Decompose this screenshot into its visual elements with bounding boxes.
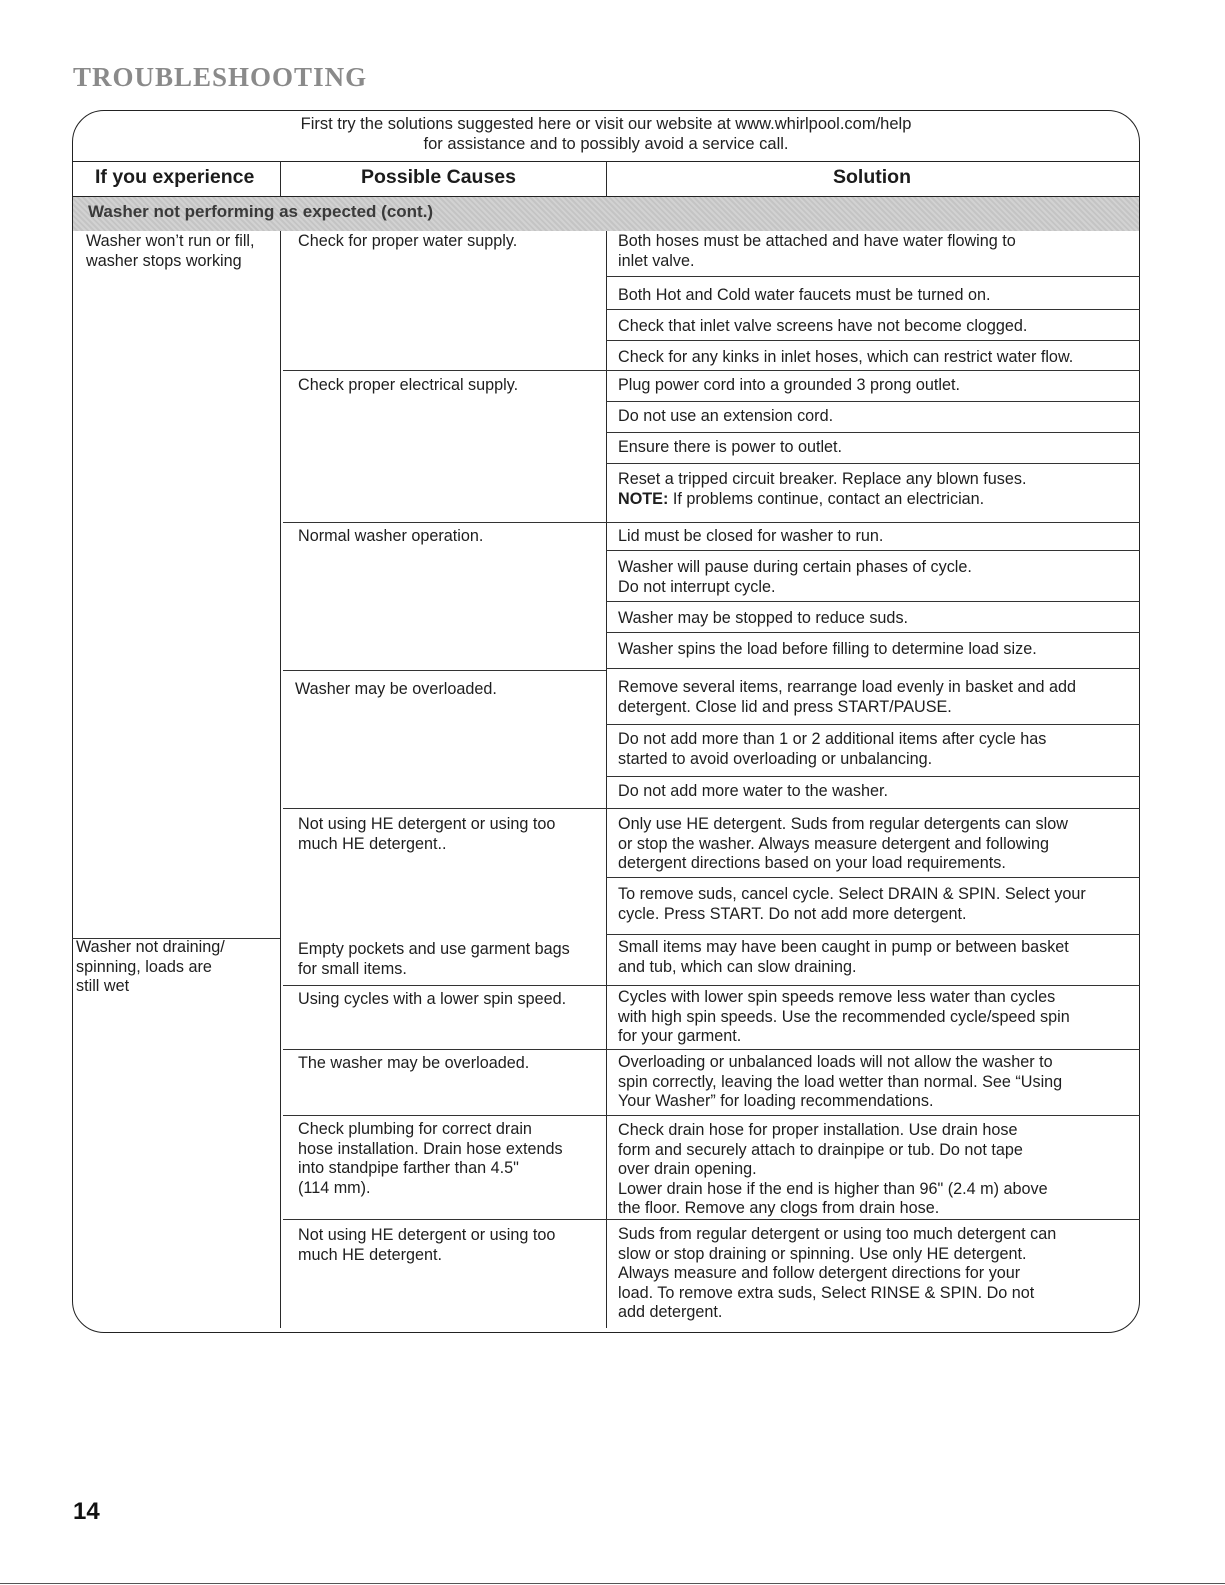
- page-title: TROUBLESHOOTING: [73, 62, 368, 92]
- solution-row-rule: [606, 934, 1140, 935]
- solution-cell: [618, 317, 1027, 337]
- intro-line-2: for assistance and to possibly avoid a service call.: [423, 135, 789, 153]
- solution-cell: [618, 609, 908, 629]
- solution-cell: [618, 407, 833, 427]
- cause-cell: [298, 815, 555, 854]
- solution-row-rule: [606, 401, 1140, 402]
- cause-row-rule: [283, 808, 606, 809]
- cause-cell-line: Normal washer operation.: [298, 527, 484, 545]
- solution-cell-line: Both Hot and Cold water faucets must be turned on.: [618, 286, 991, 304]
- cause-cell-line: Check proper electrical supply.: [298, 376, 519, 394]
- solution-cell: [618, 885, 1086, 924]
- solution-cell: [618, 1053, 1062, 1112]
- solution-cell: [618, 558, 972, 597]
- solution-cell-note: [618, 490, 1027, 510]
- cause-cell: [298, 990, 566, 1010]
- solution-cell-line: Reset a tripped circuit breaker. Replace any blown fuses.: [618, 470, 1027, 488]
- solution-cell-line: or stop the washer. Always measure detergent and following: [618, 834, 1050, 853]
- solution-cell-line: the floor. Remove any clogs from drain hose.: [618, 1199, 940, 1218]
- solution-cell-line: Washer will pause during certain phases of cycle.: [618, 558, 972, 576]
- cause-cell-line: Not using HE detergent or using too: [298, 815, 556, 833]
- solution-cell: [618, 1121, 1048, 1219]
- solution-cell: [618, 1225, 1056, 1323]
- solution-cell-line: Plug power cord into a grounded 3 prong outlet.: [618, 376, 960, 394]
- solution-cell-line: Ensure there is power to outlet.: [618, 438, 843, 456]
- solution-row-rule: [606, 309, 1140, 310]
- header-experience: If you experience: [95, 166, 255, 188]
- solution-cell-line: Check drain hose for proper installation. Use drain hose: [618, 1121, 1018, 1139]
- section-heading: Washer not performing as expected (cont.): [88, 202, 434, 221]
- solution-row-rule: [606, 276, 1140, 277]
- solution-cell-line: add detergent.: [618, 1303, 723, 1322]
- header-possible-causes: Possible Causes: [361, 166, 516, 188]
- solution-cell-line: and tub, which can slow draining.: [618, 957, 857, 976]
- cause-cell: [298, 232, 517, 252]
- solution-cell-line: Small items may have been caught in pump or between basket: [618, 938, 1069, 956]
- cause-row-rule: [283, 1049, 606, 1050]
- solution-row-rule: [606, 632, 1140, 633]
- cause-cell-line: Empty pockets and use garment bags: [298, 940, 570, 958]
- solution-row-rule: [606, 340, 1140, 341]
- cause-row-rule: [283, 522, 606, 523]
- solution-cell-line: Lower drain hose if the end is higher than 96" (2.4 m) above: [618, 1179, 1048, 1198]
- problem-cell-line: still wet: [76, 977, 130, 996]
- problem-cell-line: Washer not draining/: [76, 938, 225, 956]
- solution-cell-line: cycle. Press START. Do not add more detergent.: [618, 904, 967, 923]
- solution-cell-line: Do not interrupt cycle.: [618, 577, 776, 596]
- solution-cell: [618, 988, 1070, 1047]
- header-divider-1: [280, 161, 281, 197]
- solution-cell-line: Lid must be closed for washer to run.: [618, 527, 884, 545]
- solution-cell: [618, 438, 842, 458]
- solution-cell-line: inlet valve.: [618, 251, 695, 270]
- solution-cell-line: Washer spins the load before filling to determine load size.: [618, 640, 1037, 658]
- cause-row-rule: [283, 1219, 606, 1220]
- cause-cell-line: much HE detergent..: [298, 834, 447, 853]
- solution-row-rule: [606, 370, 1140, 371]
- problem-cell-line: washer stops working: [86, 251, 242, 270]
- cause-cell-line: hose installation. Drain hose extends: [298, 1139, 563, 1158]
- solution-row-rule: [606, 668, 1140, 669]
- cause-cell: [295, 680, 497, 700]
- solution-cell-line: To remove suds, cancel cycle. Select DRAIN & SPIN. Select your: [618, 885, 1086, 903]
- cause-cell-line: Not using HE detergent or using too: [298, 1226, 556, 1244]
- solution-row-rule: [606, 432, 1140, 433]
- solution-cell: [618, 640, 1037, 660]
- solution-row-rule: [606, 808, 1140, 809]
- solution-cell-line: Remove several items, rearrange load evenly in basket and add: [618, 678, 1077, 696]
- solution-cell-line: Washer may be stopped to reduce suds.: [618, 609, 909, 627]
- solution-cell: [618, 470, 1027, 509]
- cause-cell-line: for small items.: [298, 959, 407, 978]
- solution-cell-line: Check for any kinks in inlet hoses, which can restrict water flow.: [618, 348, 1074, 366]
- solution-cell-line: Only use HE detergent. Suds from regular detergents can slow: [618, 815, 1068, 833]
- solution-cell: [618, 286, 991, 306]
- cause-cell-line: into standpipe farther than 4.5": [298, 1159, 519, 1178]
- solution-cell-line: slow or stop draining or spinning. Use only HE detergent.: [618, 1244, 1027, 1263]
- cause-cell-line: The washer may be overloaded.: [298, 1054, 530, 1072]
- solution-row-rule: [606, 776, 1140, 777]
- solution-row-rule: [606, 724, 1140, 725]
- cause-row-rule: [283, 370, 606, 371]
- page-bottom-rule: [0, 1583, 1225, 1584]
- solution-cell: [618, 815, 1068, 874]
- intro-text: [72, 114, 1140, 154]
- solution-cell-line: Your Washer” for loading recommendations.: [618, 1092, 934, 1111]
- solution-row-rule: [606, 601, 1140, 602]
- cause-cell-line: much HE detergent.: [298, 1245, 442, 1264]
- note-label: NOTE:: [618, 489, 669, 508]
- solution-row-rule: [606, 1115, 1140, 1116]
- solution-cell-line: over drain opening.: [618, 1160, 757, 1179]
- cause-cell-line: Using cycles with a lower spin speed.: [298, 990, 567, 1008]
- solution-row-rule: [606, 877, 1140, 878]
- solution-cell: [618, 348, 1073, 368]
- cause-cell-line: Check for proper water supply.: [298, 232, 518, 250]
- cause-cell: [298, 940, 570, 979]
- solution-cell-line: load. To remove extra suds, Select RINSE & SPIN. Do not: [618, 1283, 1035, 1302]
- solution-row-rule: [606, 985, 1140, 986]
- solution-cell: [618, 527, 883, 547]
- solution-cell-line: with high spin speeds. Use the recommended cycle/speed spin: [618, 1007, 1070, 1026]
- solution-row-rule: [606, 522, 1140, 523]
- intro-line-1: First try the solutions suggested here or visit our website at www.whirlpool.com/help: [300, 115, 912, 133]
- note-text: If problems continue, contact an electrician.: [668, 489, 985, 508]
- cause-cell-line: Washer may be overloaded.: [295, 680, 497, 698]
- solution-cell-line: Cycles with lower spin speeds remove less water than cycles: [618, 988, 1056, 1006]
- solution-cell-line: Both hoses must be attached and have water flowing to: [618, 232, 1016, 250]
- cause-cell: [298, 1226, 555, 1265]
- cause-row-rule: [283, 985, 606, 986]
- solution-cell-line: spin correctly, leaving the load wetter than normal. See “Using: [618, 1072, 1063, 1091]
- solution-cell: [618, 678, 1076, 717]
- solution-cell-line: Check that inlet valve screens have not become clogged.: [618, 317, 1028, 335]
- solution-cell-line: started to avoid overloading or unbalancing.: [618, 749, 933, 768]
- cause-cell-line: Check plumbing for correct drain: [298, 1120, 532, 1138]
- cause-row-rule: [283, 1115, 606, 1116]
- solution-cell-line: form and securely attach to drainpipe or tub. Do not tape: [618, 1140, 1023, 1159]
- cause-cell: [298, 1054, 529, 1074]
- solution-row-rule: [606, 463, 1140, 464]
- column-divider-2: [606, 231, 607, 1328]
- cause-cell-line: (114 mm).: [298, 1178, 371, 1197]
- solution-cell-line: Do not use an extension cord.: [618, 407, 834, 425]
- solution-cell: [618, 938, 1069, 977]
- header-divider-2: [606, 161, 607, 197]
- solution-row-rule: [606, 1049, 1140, 1050]
- solution-cell-line: detergent directions based on your load requirements.: [618, 854, 1006, 873]
- solution-cell: [618, 730, 1046, 769]
- solution-cell: [618, 232, 1016, 271]
- solution-cell-line: Suds from regular detergent or using too much detergent can: [618, 1225, 1057, 1243]
- solution-cell-line: Do not add more than 1 or 2 additional items after cycle has: [618, 730, 1047, 748]
- solution-cell-line: detergent. Close lid and press START/PAUSE.: [618, 697, 952, 716]
- problem-cell-line: Washer won’t run or fill,: [86, 232, 255, 250]
- solution-cell: [618, 376, 960, 396]
- page-number: 14: [73, 1498, 100, 1525]
- problem-cell: [86, 232, 255, 271]
- solution-row-rule: [606, 550, 1140, 551]
- solution-row-rule: [606, 1219, 1140, 1220]
- cause-cell: [298, 1120, 563, 1198]
- cause-cell: [298, 376, 518, 396]
- solution-cell-line: Do not add more water to the washer.: [618, 782, 888, 800]
- problem-cell-line: spinning, loads are: [76, 957, 212, 976]
- solution-cell-line: for your garment.: [618, 1027, 742, 1046]
- cause-row-rule: [283, 670, 606, 671]
- problem-cell: [76, 938, 225, 997]
- column-divider-1: [280, 231, 281, 1328]
- solution-cell: [618, 782, 888, 802]
- header-solution: Solution: [833, 166, 911, 188]
- cause-cell: [298, 527, 483, 547]
- solution-cell-line: Overloading or unbalanced loads will not allow the washer to: [618, 1053, 1053, 1071]
- solution-cell-line: Always measure and follow detergent directions for your: [618, 1264, 1021, 1283]
